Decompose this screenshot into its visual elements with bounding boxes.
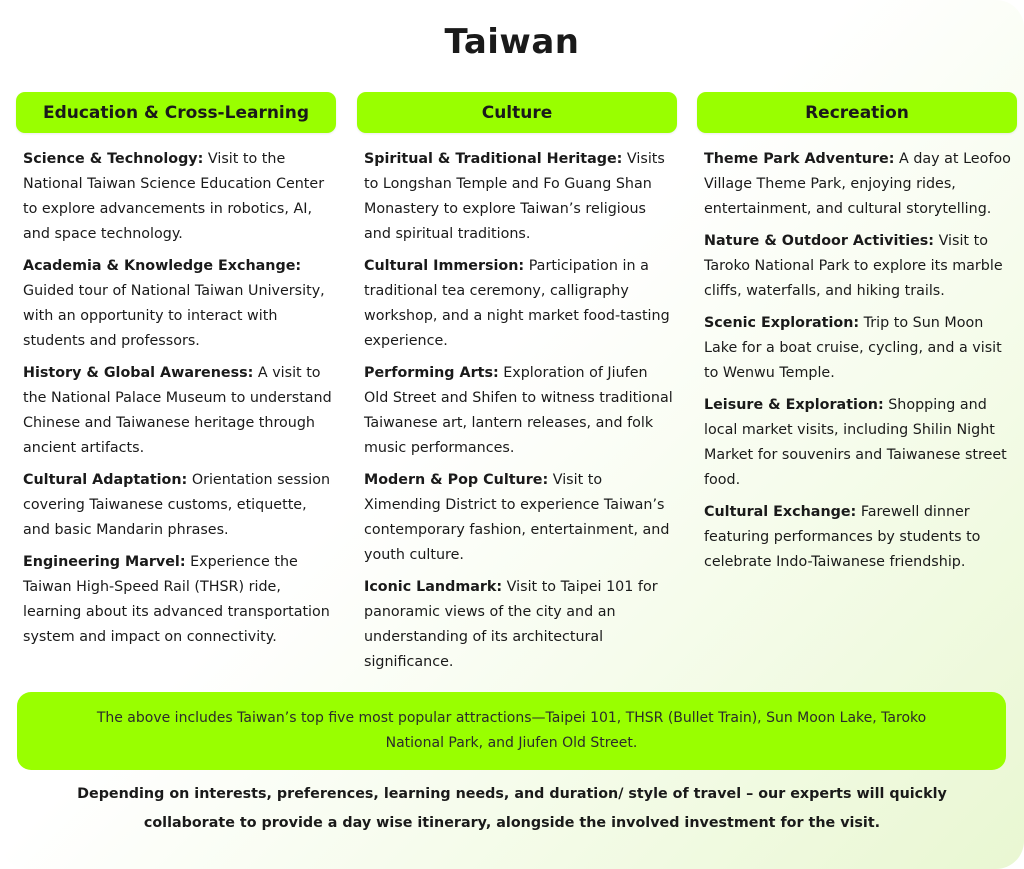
item-label: Performing Arts: (364, 365, 499, 381)
item-text: Visit to the National Taiwan Science Education Center to explore advancements in robotics, AI, and space technology. (23, 151, 325, 242)
list-item (704, 393, 1015, 493)
item-label: Cultural Exchange: (704, 504, 857, 520)
item-label: Engineering Marvel: (23, 554, 186, 570)
item-list (16, 147, 336, 650)
attractions-banner (17, 692, 1006, 770)
list-item (364, 361, 675, 461)
item-text: Shopping and local market visits, including Shilin Night Market for souvenirs and Taiwanese street food. (704, 397, 1007, 488)
list-item (704, 147, 1015, 222)
item-label: Cultural Immersion: (364, 258, 525, 274)
item-list (357, 147, 677, 675)
list-item (704, 311, 1015, 386)
closing-statement: Depending on interests, preferences, learning needs, and duration/ style of travel – our experts will quickly collaborate to provide a day wise itinerary, alongside the involved investment for the visit. (77, 786, 947, 831)
list-item (364, 575, 675, 675)
list-item (364, 147, 675, 247)
page-title: Taiwan (444, 22, 580, 62)
item-label: History & Global Awareness: (23, 365, 254, 381)
item-text: Participation in a traditional tea ceremony, calligraphy workshop, and a night market food-tasting experience. (364, 258, 670, 349)
list-item (23, 550, 334, 650)
list-item (23, 254, 334, 354)
item-label: Iconic Landmark: (364, 579, 503, 595)
item-text: Exploration of Jiufen Old Street and Shifen to witness traditional Taiwanese art, lantern releases, and folk music performances. (364, 365, 673, 456)
item-text: A visit to the National Palace Museum to understand Chinese and Taiwanese heritage through ancient artifacts. (23, 365, 332, 456)
list-item (23, 147, 334, 247)
item-label: Science & Technology: (23, 151, 204, 167)
item-text: Visit to Taipei 101 for panoramic views of the city and an understanding of its architectural significance. (364, 579, 658, 670)
column-recreation (697, 92, 1017, 582)
column-header-recreation: Recreation (697, 92, 1017, 133)
list-item (704, 500, 1015, 575)
item-label: Nature & Outdoor Activities: (704, 233, 935, 249)
item-list (697, 147, 1017, 575)
item-text: Guided tour of National Taiwan University, with an opportunity to interact with students and professors. (23, 283, 325, 349)
list-item (364, 254, 675, 354)
column-header-culture: Culture (357, 92, 677, 133)
column-header-education: Education & Cross-Learning (16, 92, 336, 133)
item-text: A day at Leofoo Village Theme Park, enjoying rides, entertainment, and cultural storytelling. (704, 151, 1011, 217)
item-text: Trip to Sun Moon Lake for a boat cruise, cycling, and a visit to Wenwu Temple. (704, 315, 1002, 381)
column-education (16, 92, 336, 657)
list-item (364, 468, 675, 568)
item-text: Orientation session covering Taiwanese customs, etiquette, and basic Mandarin phrases. (23, 472, 331, 538)
item-label: Modern & Pop Culture: (364, 472, 549, 488)
item-label: Leisure & Exploration: (704, 397, 884, 413)
item-label: Cultural Adaptation: (23, 472, 188, 488)
list-item (704, 229, 1015, 304)
item-text: Farewell dinner featuring performances by students to celebrate Indo-Taiwanese friendship. (704, 504, 981, 570)
item-text: Visits to Longshan Temple and Fo Guang Shan Monastery to explore Taiwan’s religious and spiritual traditions. (364, 151, 665, 242)
item-label: Academia & Knowledge Exchange: (23, 258, 302, 274)
list-item (23, 468, 334, 543)
column-culture (357, 92, 677, 682)
item-label: Spiritual & Traditional Heritage: (364, 151, 623, 167)
item-label: Scenic Exploration: (704, 315, 860, 331)
item-text: Experience the Taiwan High-Speed Rail (THSR) ride, learning about its advanced transportation system and impact on connectivity. (23, 554, 330, 645)
banner-text: The above includes Taiwan’s top five most popular attractions—Taipei 101, THSR (Bullet Train), Sun Moon Lake, Taroko National Park, and Jiufen Old Street. (96, 710, 927, 751)
item-text: Visit to Ximending District to experience Taiwan’s contemporary fashion, entertainment, and youth culture. (364, 472, 670, 563)
list-item (23, 361, 334, 461)
item-label: Theme Park Adventure: (704, 151, 895, 167)
item-text: Visit to Taroko National Park to explore its marble cliffs, waterfalls, and hiking trails. (704, 233, 1003, 299)
